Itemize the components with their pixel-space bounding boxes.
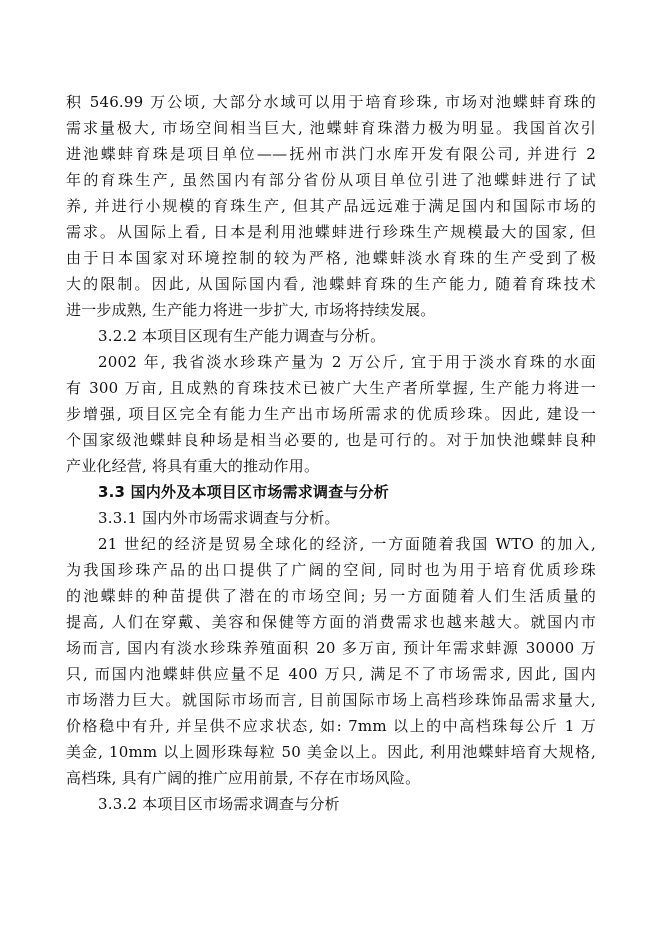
- paragraph-line: 个国家级池蝶蚌良种场是相当必要的, 也是可行的。对于加快池蝶蚌良种: [66, 431, 596, 449]
- section-heading: 3.3 国内外及本项目区市场需求调查与分析: [98, 483, 389, 501]
- paragraph-line: 美金, 10mm 以上圆形珠每粒 50 美金以上。因此, 利用池蝶蚌培育大规格,: [66, 743, 596, 761]
- paragraph-line: 由于日本国家对环境控制的较为严格, 池蝶蚌淡水育珠的生产受到了极: [66, 249, 596, 267]
- paragraph-line: 提高, 人们在穿戴、美容和保健等方面的消费需求也越来越大。就国内市: [66, 613, 596, 631]
- paragraph-line: 需求量极大, 市场空间相当巨大, 池蝶蚌育珠潜力极为明显。我国首次引: [66, 119, 596, 137]
- paragraph-line: 市场潜力巨大。就国际市场而言, 目前国际市场上高档珍珠饰品需求量大,: [66, 691, 596, 709]
- paragraph-line: 大的限制。因此, 从国际国内看, 池蝶蚌育珠的生产能力, 随着育珠技术: [66, 275, 596, 293]
- paragraph-line: 2002 年, 我省淡水珍珠产量为 2 万公斤, 宜于用于淡水育珠的水面: [98, 353, 596, 371]
- paragraph-line: 21 世纪的经济是贸易全球化的经济, 一方面随着我国 WTO 的加入,: [98, 535, 596, 553]
- paragraph-line: 年的育珠生产, 虽然国内有部分省份从项目单位引进了池蝶蚌进行了试: [66, 171, 596, 189]
- paragraph-line: 进池蝶蚌育珠是项目单位——抚州市洪门水库开发有限公司, 并进行 2: [66, 145, 596, 163]
- paragraph-line: 为我国珍珠产品的出口提供了广阔的空间, 同时也为用于培育优质珍珠: [66, 561, 596, 579]
- paragraph-line: 场而言, 国内有淡水珍珠养殖面积 20 多万亩, 预计年需求蚌源 30000 万: [66, 639, 596, 657]
- subsection-heading: 3.3.1 国内外市场需求调查与分析。: [98, 509, 340, 527]
- paragraph-line: 高档珠, 具有广阔的推广应用前景, 不存在市场风险。: [66, 769, 421, 787]
- subsection-heading: 3.3.2 本项目区市场需求调查与分析: [98, 795, 340, 813]
- paragraph-line: 价格稳中有升, 并呈供不应求状态, 如: 7mm 以上的中高档珠每公斤 1 万: [66, 717, 596, 735]
- paragraph-line: 的池蝶蚌的种苗提供了潜在的市场空间; 另一方面随着人们生活质量的: [66, 587, 596, 605]
- paragraph-line: 步增强, 项目区完全有能力生产出市场所需求的优质珍珠。因此, 建设一: [66, 405, 596, 423]
- paragraph-line: 养, 并进行小规模的育珠生产, 但其产品远远难于满足国内和国际市场的: [66, 197, 596, 215]
- subsection-heading: 3.2.2 本项目区现有生产能力调查与分析。: [98, 327, 386, 345]
- paragraph-line: 积 546.99 万公顷, 大部分水域可以用于培育珍珠, 市场对池蝶蚌育珠的: [66, 93, 596, 111]
- paragraph-line: 有 300 万亩, 且成熟的育珠技术已被广大生产者所掌握, 生产能力将进一: [66, 379, 596, 397]
- paragraph-line: 只, 而国内池蝶蚌供应量不足 400 万只, 满足不了市场需求, 因此, 国内: [66, 665, 596, 683]
- paragraph-line: 需求。从国际上看, 日本是利用池蝶蚌进行珍珠生产规模最大的国家, 但: [66, 223, 596, 241]
- paragraph-line: 进一步成熟, 生产能力将进一步扩大, 市场将持续发展。: [66, 301, 436, 319]
- paragraph-line: 产业化经营, 将具有重大的推动作用。: [66, 457, 320, 475]
